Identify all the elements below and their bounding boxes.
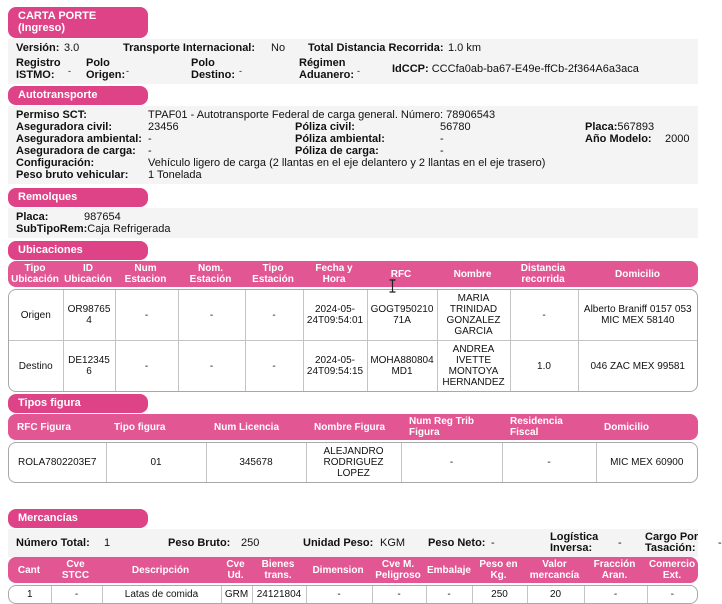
table-cell: 1 (9, 586, 51, 603)
column-header: Valor mercancía (529, 559, 580, 581)
ubicaciones-table-body (8, 289, 698, 392)
table-cell: 345678 (206, 443, 306, 482)
polo-destino-value: - (239, 66, 242, 76)
table-cell: - (245, 341, 303, 392)
table-cell: GRM (221, 586, 252, 603)
table-header-row (8, 557, 698, 583)
column-header: Cant (17, 564, 41, 576)
text-cursor-icon (388, 279, 397, 296)
peso-bruto-vehicular-label: Peso bruto vehicular: (16, 169, 129, 181)
table-cell: Latas de comida (102, 586, 221, 603)
column-header: Cve Ud. (226, 559, 245, 581)
column-header: Num Estacion (124, 263, 167, 285)
regimen-aduanero-label: Régimen Aduanero: (299, 57, 354, 81)
logistica-inversa-label: Logística Inversa: (550, 531, 599, 554)
table-cell: - (502, 443, 596, 482)
column-header: Nombre Figura (314, 421, 386, 433)
polo-origen-label: Polo Origen: (86, 57, 126, 81)
aseguradora-carga-label: Aseguradora de carga: (16, 145, 136, 157)
aseguradora-civil-value: 23456 (148, 121, 179, 133)
table-cell: 046 ZAC MEX 99581 (578, 341, 697, 392)
polo-origen-field (86, 57, 191, 81)
poliza-civil-label: Póliza civil: (295, 121, 355, 133)
total-distancia-label: Total Distancia Recorrida: (308, 42, 444, 54)
column-header: Distancia recorrida (520, 263, 566, 285)
table-cell: - (401, 443, 502, 482)
table-cell: 24121804 (252, 586, 306, 603)
idccp-label: IdCCP: (392, 63, 429, 75)
table-cell: GOGT95021071A (367, 290, 437, 341)
poliza-carga-value: - (440, 145, 444, 157)
tipos-figura-header (8, 414, 698, 440)
polo-destino-label: Polo Destino: (191, 57, 235, 81)
column-header: Nom. Estación (189, 263, 232, 285)
polo-destino-field (191, 57, 299, 81)
column-header: Peso en Kg. (479, 559, 518, 581)
table-cell: - (51, 586, 102, 603)
table-cell: 2024-05-24T09:54:01 (303, 290, 367, 341)
section-badge-ubicaciones: Ubicaciones (8, 241, 148, 260)
ubicaciones-header (8, 261, 698, 287)
table-cell: - (510, 290, 578, 341)
poliza-civil-value: 56780 (440, 121, 471, 133)
table-cell: - (115, 341, 178, 392)
unidad-peso-label: Unidad Peso: (303, 536, 374, 549)
aseguradora-carga-value: - (148, 145, 152, 157)
section-badge-autotransporte: Autotransporte (8, 86, 148, 105)
mercancias-header (8, 557, 698, 583)
idccp-field (392, 63, 639, 75)
cargo-tasacion-label: Cargo Por Tasación: (645, 531, 699, 554)
table-cell: MARIA TRINIDAD GONZALEZ GARCIA (437, 290, 510, 341)
column-header: Tipo Ubicación (11, 263, 59, 285)
table-cell: 250 (472, 586, 527, 603)
peso-bruto-label: Peso Bruto: (168, 536, 231, 549)
idccp-value: CCCfa0ab-ba67-E49e-ffCb-2f364A6a3aca (431, 63, 639, 75)
table-cell: 2024-05-24T09:54:15 (303, 341, 367, 392)
peso-neto-value: - (491, 536, 495, 549)
registro-istmo-label: Registro ISTMO: (16, 57, 61, 81)
placa-label: Placa: (585, 121, 618, 133)
anio-modelo-label: Año Modelo: (585, 133, 652, 145)
column-header: Bienes trans. (261, 559, 295, 581)
mercancias-summary-band (8, 529, 722, 557)
column-header: Descripción (131, 564, 190, 576)
configuracion-value: Vehículo ligero de carga (2 llantas en el eje delantero y 2 llantas en el eje trasero) (148, 157, 546, 169)
section-badge-remolques: Remolques (8, 188, 148, 207)
unidad-peso-value: KGM (380, 536, 406, 549)
remolque-placa-label: Placa: (16, 211, 49, 223)
section-badge-tipos-figura: Tipos figura (8, 394, 148, 413)
table-cell: - (426, 586, 472, 603)
peso-bruto-vehicular-value: 1 Tonelada (148, 169, 202, 181)
tipos-figura-table-body (8, 442, 698, 483)
table-cell: Origen (9, 290, 63, 341)
poliza-ambiental-label: Póliza ambiental: (295, 133, 385, 145)
poliza-carga-label: Póliza de carga: (295, 145, 379, 157)
remolque-placa-value: 987654 (84, 211, 121, 223)
table-header-row (8, 261, 698, 287)
aseguradora-ambiental-value: - (148, 133, 152, 145)
peso-bruto-value: 250 (241, 536, 260, 549)
column-header: ID Ubicación (64, 263, 112, 285)
column-header: Cve STCC (61, 559, 90, 581)
table-cell: 20 (527, 586, 584, 603)
table-cell: 1.0 (510, 341, 578, 392)
table-header-row (8, 414, 698, 440)
table-cell: - (670, 589, 674, 600)
table-cell: Alberto Braniff 0157 053 MIC MEX 58140 (583, 304, 692, 326)
remolques-band (8, 208, 698, 238)
version-label: Versión: (16, 42, 60, 54)
registro-istmo-field (16, 57, 86, 81)
column-header: Nombre (453, 268, 492, 280)
placa-value: 567893 (617, 121, 655, 133)
subtiporem-value: Caja Refrigerada (87, 223, 171, 235)
column-header: Num Licencia (214, 421, 280, 433)
section-badge-carta-porte: CARTA PORTE (Ingreso) (8, 7, 148, 38)
anio-modelo-value: 2000 (665, 133, 690, 145)
numero-total-value: 1 (104, 536, 111, 549)
subtiporem-label: SubTipoRem: (16, 223, 88, 235)
placa-field (585, 121, 654, 133)
table-cell: - (178, 290, 245, 341)
permiso-sct-value: TPAF01 - Autotransporte Federal de carga general. Número: 78906543 (148, 109, 496, 121)
column-header: Num Reg Trib Figura (409, 416, 475, 438)
configuracion-label: Configuración: (16, 157, 95, 169)
section-badge-mercancias: Mercancías (8, 509, 148, 528)
total-distancia-value: 1.0 km (448, 42, 482, 54)
table-cell: ANDREA IVETTE MONTOYA HERNANDEZ (437, 341, 510, 392)
column-header: Tipo figura (114, 421, 166, 433)
table-cell: ROLA7802203E7 (9, 443, 106, 482)
table-cell: - (178, 341, 245, 392)
table-cell: Destino (9, 341, 63, 392)
table-row (9, 586, 697, 603)
transporte-internacional-value: No (271, 42, 286, 54)
table-cell: - (306, 586, 372, 603)
table-row (9, 341, 697, 392)
mercancias-table-body (8, 585, 698, 604)
table-cell: - (584, 586, 647, 603)
table-cell: DE123456 (63, 341, 115, 392)
transporte-internacional-label: Transporte Internacional: (123, 42, 256, 54)
column-header: RFC (390, 268, 412, 280)
table-cell: - (372, 586, 426, 603)
column-header: Embalaje (427, 564, 471, 576)
logistica-inversa-value: - (618, 536, 622, 549)
cargo-tasacion-value: - (718, 536, 722, 549)
autotransporte-band (8, 106, 698, 184)
permiso-sct-label: Permiso SCT: (16, 109, 87, 121)
table-cell: MOHA880804MD1 (367, 341, 437, 392)
carta-porte-header-band (8, 39, 698, 84)
table-cell: - (115, 290, 178, 341)
column-header: Fecha y Hora (315, 263, 353, 285)
aseguradora-civil-label: Aseguradora civil: (16, 121, 112, 133)
table-row (9, 443, 697, 482)
regimen-aduanero-field (299, 57, 392, 81)
column-header: Dimension (312, 564, 364, 576)
column-header: Domicilio (604, 421, 650, 433)
column-header: RFC Figura (17, 421, 71, 433)
table-cell: - (245, 290, 303, 341)
version-value: 3.0 (64, 42, 80, 54)
column-header: Cve M. Peligroso (375, 559, 421, 581)
poliza-ambiental-value: - (440, 133, 444, 145)
column-header: Fracción Aran. (593, 559, 636, 581)
table-cell: 01 (106, 443, 206, 482)
registro-istmo-value: - (68, 66, 71, 76)
table-row (9, 290, 697, 341)
numero-total-label: Número Total: (16, 536, 90, 549)
peso-neto-label: Peso Neto: (428, 536, 486, 549)
table-cell: MIC MEX 60900 (610, 457, 684, 468)
column-header: Tipo Estación (252, 263, 294, 285)
polo-origen-value: - (126, 66, 129, 76)
column-header: Comercio Ext. (648, 559, 696, 581)
column-header: Domicilio (614, 268, 660, 280)
column-header: Residencia Fiscal (510, 416, 563, 438)
aseguradora-ambiental-label: Aseguradora ambiental: (16, 133, 142, 145)
table-cell: OR987654 (63, 290, 115, 341)
table-cell: ALEJANDRO RODRIGUEZ LOPEZ (306, 443, 401, 482)
regimen-aduanero-value: - (357, 66, 360, 76)
